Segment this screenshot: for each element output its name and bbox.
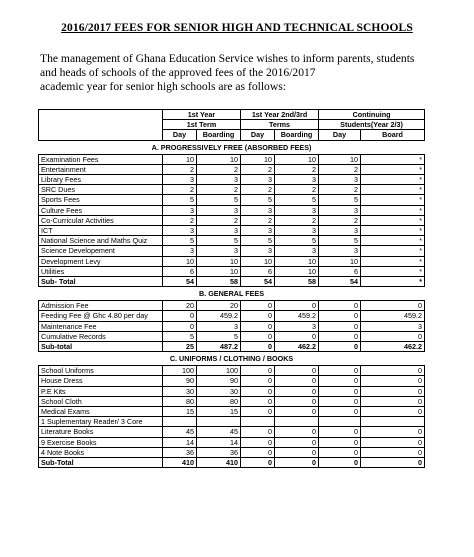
intro-line: The management of Ghana Education Service wishes to inform parents, students: [40, 52, 415, 65]
fee-amount: 10: [197, 256, 241, 266]
fee-amount: 90: [197, 376, 241, 386]
fee-amount: 2: [275, 215, 319, 225]
fee-amount: 10: [197, 154, 241, 164]
fee-amount: 0: [361, 427, 425, 437]
fee-amount: [319, 417, 361, 427]
fee-amount: 0: [361, 366, 425, 376]
fee-amount: 20: [197, 301, 241, 311]
fee-amount: 10: [163, 154, 197, 164]
fees-table-body: [39, 110, 425, 468]
table-row: [39, 236, 425, 246]
fee-amount: 6: [241, 266, 275, 276]
fee-amount: 3: [241, 205, 275, 215]
fee-amount: 3: [319, 205, 361, 215]
header-boarding: Boarding: [275, 130, 319, 140]
fee-amount: 3: [361, 321, 425, 331]
fee-amount: 5: [275, 195, 319, 205]
fee-amount: 30: [163, 386, 197, 396]
fee-amount: 3: [197, 321, 241, 331]
fee-item-label: Co-Curricular Activities: [39, 215, 163, 225]
fee-item-label: Admission Fee: [39, 301, 163, 311]
header-group-later-terms: 1st Year 2nd/3rd: [241, 110, 319, 120]
fee-amount: 0: [361, 407, 425, 417]
header-day: Day: [163, 130, 197, 140]
fee-amount: 10: [275, 266, 319, 276]
fee-amount: 0: [241, 331, 275, 341]
fee-amount: [275, 417, 319, 427]
fee-amount: 36: [197, 447, 241, 457]
fee-amount: 0: [361, 447, 425, 457]
fee-amount: 100: [163, 366, 197, 376]
header-group-continuing-sub: Students(Year 2/3): [319, 120, 425, 130]
fee-amount: 5: [163, 195, 197, 205]
fee-amount: [361, 417, 425, 427]
table-row: [39, 185, 425, 195]
fee-amount: 0: [319, 427, 361, 437]
fee-amount: 0: [241, 407, 275, 417]
table-row: [39, 215, 425, 225]
fee-amount: 54: [163, 277, 197, 287]
header-blank-cell: [39, 110, 163, 141]
header-day: Day: [241, 130, 275, 140]
fee-amount: 0: [275, 437, 319, 447]
fee-amount: 3: [241, 175, 275, 185]
fee-amount: 0: [275, 427, 319, 437]
fee-amount: 462.2: [275, 342, 319, 352]
fee-amount: 2: [319, 215, 361, 225]
fee-amount: 3: [197, 246, 241, 256]
fee-amount: 0: [241, 376, 275, 386]
header-group-first-term-sub: 1st Term: [163, 120, 241, 130]
table-row: [39, 407, 425, 417]
fee-amount: 410: [163, 458, 197, 468]
fee-amount: 462.2: [361, 342, 425, 352]
fee-amount: 0: [361, 301, 425, 311]
fee-item-label: 1 Suplementary Reader/ 3 Core: [39, 417, 163, 427]
fee-amount: 0: [241, 458, 275, 468]
fee-amount: 58: [275, 277, 319, 287]
fee-amount: 2: [197, 185, 241, 195]
fee-amount: 58: [197, 277, 241, 287]
section-title: C. UNIFORMS / CLOTHING / BOOKS: [39, 352, 425, 366]
table-row: [39, 417, 425, 427]
fee-item-label: National Science and Maths Quiz: [39, 236, 163, 246]
fee-amount: 3: [241, 246, 275, 256]
fee-amount: 459.2: [197, 311, 241, 321]
fee-amount: 487.2: [197, 342, 241, 352]
fee-amount: 5: [163, 331, 197, 341]
fee-amount: *: [361, 226, 425, 236]
table-row: [39, 321, 425, 331]
fee-amount: 0: [361, 386, 425, 396]
fee-amount: 5: [241, 195, 275, 205]
fee-amount: 3: [197, 205, 241, 215]
fee-item-label: Library Fees: [39, 175, 163, 185]
table-row: [39, 427, 425, 437]
fee-amount: 0: [361, 376, 425, 386]
fee-amount: 25: [163, 342, 197, 352]
table-row: [39, 195, 425, 205]
table-row: [39, 246, 425, 256]
header-board: Board: [361, 130, 425, 140]
fee-item-label: Development Levy: [39, 256, 163, 266]
section-title-row: [39, 287, 425, 301]
header-boarding: Boarding: [197, 130, 241, 140]
fee-amount: 0: [319, 301, 361, 311]
fee-amount: 80: [197, 396, 241, 406]
table-row: [39, 226, 425, 236]
fee-amount: 3: [197, 175, 241, 185]
fee-amount: 0: [361, 331, 425, 341]
fee-amount: 3: [319, 226, 361, 236]
table-row: [39, 164, 425, 174]
table-row: [39, 311, 425, 321]
header-row: [39, 110, 425, 120]
table-row: [39, 447, 425, 457]
fee-amount: 2: [275, 164, 319, 174]
fee-item-label: Sub- Total: [39, 277, 163, 287]
fee-amount: 0: [319, 366, 361, 376]
fee-amount: 10: [275, 154, 319, 164]
fee-amount: 3: [275, 321, 319, 331]
fee-amount: 2: [241, 215, 275, 225]
fee-amount: 0: [275, 376, 319, 386]
fee-amount: 15: [197, 407, 241, 417]
fee-amount: 0: [275, 458, 319, 468]
fee-amount: *: [361, 277, 425, 287]
fee-amount: 0: [361, 458, 425, 468]
fee-amount: 2: [197, 164, 241, 174]
fee-amount: 0: [241, 437, 275, 447]
fee-amount: [163, 417, 197, 427]
fee-amount: 0: [241, 321, 275, 331]
header-group-first-term: 1st Year: [163, 110, 241, 120]
fee-amount: *: [361, 195, 425, 205]
fee-amount: 10: [241, 154, 275, 164]
fee-amount: 0: [275, 447, 319, 457]
fee-amount: 0: [275, 366, 319, 376]
fee-amount: 20: [163, 301, 197, 311]
subtotal-row: [39, 277, 425, 287]
fee-amount: *: [361, 205, 425, 215]
fee-amount: 0: [319, 331, 361, 341]
fee-item-label: Science Developement: [39, 246, 163, 256]
fee-amount: 0: [319, 447, 361, 457]
fee-item-label: School Uniforms: [39, 366, 163, 376]
fee-amount: 6: [163, 266, 197, 276]
section-title-row: [39, 140, 425, 154]
subtotal-row: [39, 458, 425, 468]
fee-amount: 5: [241, 236, 275, 246]
section-title-row: [39, 352, 425, 366]
fee-amount: 3: [163, 246, 197, 256]
fees-table: [38, 109, 425, 468]
fee-amount: 54: [241, 277, 275, 287]
fee-item-label: Sub-Total: [39, 458, 163, 468]
fee-amount: *: [361, 266, 425, 276]
fee-item-label: Entertainment: [39, 164, 163, 174]
fee-item-label: House Dress: [39, 376, 163, 386]
fee-amount: 5: [163, 236, 197, 246]
fee-amount: 3: [275, 205, 319, 215]
table-row: [39, 396, 425, 406]
fee-amount: 459.2: [275, 311, 319, 321]
fee-amount: 5: [275, 236, 319, 246]
fee-amount: 14: [197, 437, 241, 447]
fee-item-label: School Cloth: [39, 396, 163, 406]
fee-amount: 0: [361, 437, 425, 447]
fee-amount: 2: [197, 215, 241, 225]
header-group-later-terms-sub: Terms: [241, 120, 319, 130]
fee-amount: 90: [163, 376, 197, 386]
fee-amount: 0: [241, 301, 275, 311]
fee-amount: 2: [319, 164, 361, 174]
fee-amount: 3: [319, 175, 361, 185]
fee-amount: *: [361, 175, 425, 185]
fee-amount: 45: [163, 427, 197, 437]
fee-amount: 2: [319, 185, 361, 195]
fee-amount: 0: [241, 427, 275, 437]
fee-amount: 2: [275, 185, 319, 195]
fee-amount: 0: [319, 376, 361, 386]
fee-amount: 2: [163, 215, 197, 225]
fee-amount: 0: [163, 311, 197, 321]
fee-amount: 459.2: [361, 311, 425, 321]
fee-amount: 80: [163, 396, 197, 406]
fee-amount: 0: [319, 311, 361, 321]
fee-item-label: SRC Dues: [39, 185, 163, 195]
fee-amount: [197, 417, 241, 427]
fee-amount: 36: [163, 447, 197, 457]
fee-amount: [241, 417, 275, 427]
fee-amount: 3: [319, 246, 361, 256]
table-row: [39, 205, 425, 215]
section-title: A. PROGRESSIVELY FREE (ABSORBED FEES): [39, 140, 425, 154]
fee-amount: *: [361, 246, 425, 256]
fee-item-label: ICT: [39, 226, 163, 236]
fee-amount: 5: [197, 195, 241, 205]
intro-line: and heads of schools of the approved fees of the 2016/2017: [40, 66, 316, 79]
fee-amount: 0: [241, 342, 275, 352]
fee-amount: 45: [197, 427, 241, 437]
fee-amount: 0: [163, 321, 197, 331]
fee-amount: *: [361, 164, 425, 174]
fee-amount: 5: [197, 331, 241, 341]
fee-item-label: 9 Exercise Books: [39, 437, 163, 447]
fee-amount: 3: [197, 226, 241, 236]
fee-amount: 5: [319, 236, 361, 246]
fee-amount: 2: [163, 185, 197, 195]
fee-amount: 0: [319, 458, 361, 468]
fee-amount: 0: [275, 331, 319, 341]
fee-amount: 0: [241, 396, 275, 406]
fee-amount: *: [361, 215, 425, 225]
fee-amount: 10: [241, 256, 275, 266]
fee-amount: 0: [241, 447, 275, 457]
fee-amount: 0: [241, 311, 275, 321]
fee-amount: 5: [319, 195, 361, 205]
fee-amount: 10: [163, 256, 197, 266]
fee-amount: 0: [361, 396, 425, 406]
fee-amount: 10: [319, 256, 361, 266]
fee-item-label: Literature Books: [39, 427, 163, 437]
fee-amount: 2: [163, 164, 197, 174]
fee-amount: 0: [319, 396, 361, 406]
fee-amount: 0: [275, 396, 319, 406]
header-day: Day: [319, 130, 361, 140]
fee-amount: 410: [197, 458, 241, 468]
fee-amount: 0: [241, 366, 275, 376]
fee-amount: 3: [275, 246, 319, 256]
fee-amount: 14: [163, 437, 197, 447]
fee-item-label: Examination Fees: [39, 154, 163, 164]
fee-amount: 100: [197, 366, 241, 376]
fee-amount: 0: [319, 407, 361, 417]
fee-amount: *: [361, 154, 425, 164]
table-row: [39, 266, 425, 276]
table-row: [39, 437, 425, 447]
fee-amount: 3: [275, 175, 319, 185]
fee-item-label: Sports Fees: [39, 195, 163, 205]
fee-amount: 54: [319, 277, 361, 287]
fee-item-label: Utilities: [39, 266, 163, 276]
fee-amount: 0: [241, 386, 275, 396]
fee-amount: 30: [197, 386, 241, 396]
table-row: [39, 366, 425, 376]
fee-item-label: Sub-total: [39, 342, 163, 352]
fee-amount: 10: [197, 266, 241, 276]
fee-amount: *: [361, 256, 425, 266]
fee-amount: 0: [319, 437, 361, 447]
fee-amount: 3: [275, 226, 319, 236]
fee-amount: 3: [163, 205, 197, 215]
table-row: [39, 301, 425, 311]
fee-amount: 3: [163, 175, 197, 185]
table-row: [39, 256, 425, 266]
fee-item-label: Medical Exams: [39, 407, 163, 417]
fee-amount: 2: [241, 185, 275, 195]
fee-amount: 0: [275, 301, 319, 311]
fee-amount: 10: [319, 154, 361, 164]
fee-item-label: P.E Kits: [39, 386, 163, 396]
fee-amount: 0: [319, 386, 361, 396]
table-row: [39, 175, 425, 185]
header-group-continuing: Continuing: [319, 110, 425, 120]
subtotal-row: [39, 342, 425, 352]
fee-item-label: Culture Fees: [39, 205, 163, 215]
table-row: [39, 154, 425, 164]
section-title: B. GENERAL FEES: [39, 287, 425, 301]
fee-amount: 0: [275, 407, 319, 417]
fee-amount: 6: [319, 266, 361, 276]
fee-amount: 5: [197, 236, 241, 246]
fee-amount: 0: [319, 342, 361, 352]
fee-item-label: Feeding Fee @ Ghc 4.80 per day: [39, 311, 163, 321]
fee-item-label: 4 Note Books: [39, 447, 163, 457]
intro-paragraph: [40, 52, 440, 94]
fee-item-label: Maintenance Fee: [39, 321, 163, 331]
fee-amount: 3: [241, 226, 275, 236]
fee-item-label: Cumulative Records: [39, 331, 163, 341]
fee-amount: 3: [163, 226, 197, 236]
table-row: [39, 386, 425, 396]
fee-amount: 0: [319, 321, 361, 331]
fee-amount: *: [361, 185, 425, 195]
fee-amount: *: [361, 236, 425, 246]
table-row: [39, 331, 425, 341]
fee-amount: 2: [241, 164, 275, 174]
table-row: [39, 376, 425, 386]
fee-amount: 0: [275, 386, 319, 396]
document-title: 2016/2017 FEES FOR SENIOR HIGH AND TECHNICAL SCHOOLS: [61, 22, 413, 34]
intro-line: academic year for senior high schools are as follows:: [40, 80, 286, 93]
fee-amount: 15: [163, 407, 197, 417]
fee-amount: 10: [275, 256, 319, 266]
